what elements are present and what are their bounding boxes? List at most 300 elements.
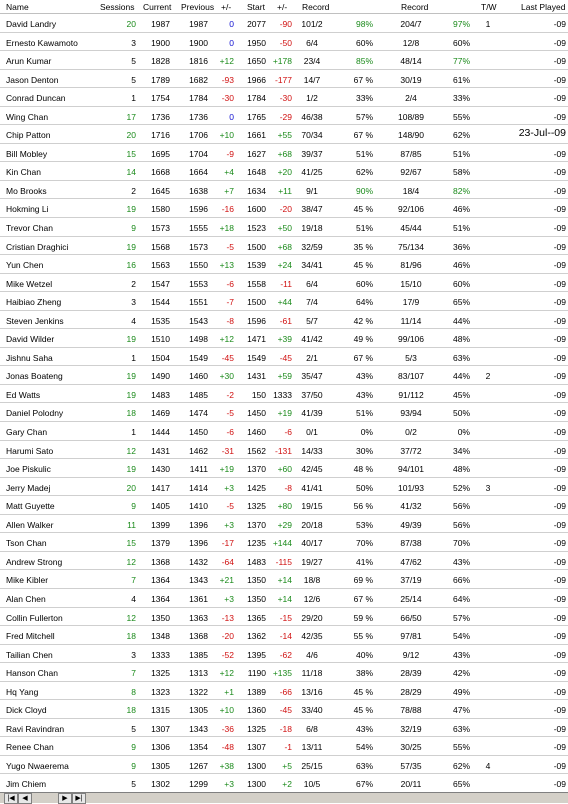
cell-sessions[interactable]: 7: [131, 668, 136, 679]
cell-pct2[interactable]: 46%: [452, 204, 470, 215]
cell-pct[interactable]: 45 %: [353, 260, 373, 271]
cell-change[interactable]: +3: [224, 482, 234, 493]
cell-name[interactable]: Tson Chan: [6, 538, 47, 549]
cell-sessions[interactable]: 4: [131, 593, 136, 604]
cell-change[interactable]: -45: [221, 352, 234, 363]
cell-change2[interactable]: +2: [282, 779, 292, 790]
cell-current[interactable]: 1789: [151, 74, 170, 85]
cell-last[interactable]: -09: [553, 519, 566, 530]
cell-pct2[interactable]: 42%: [452, 668, 470, 679]
table-row[interactable]: [0, 329, 568, 348]
cell-pct2[interactable]: 65%: [452, 297, 470, 308]
cell-pct2[interactable]: 66%: [452, 575, 470, 586]
cell-record[interactable]: 40/17: [301, 538, 323, 549]
cell-last[interactable]: -09: [553, 74, 566, 85]
cell-current[interactable]: 1405: [151, 501, 170, 512]
cell-last[interactable]: -09: [553, 297, 566, 308]
cell-sessions[interactable]: 9: [131, 501, 136, 512]
cell-previous[interactable]: 1682: [189, 74, 208, 85]
cell-pct[interactable]: 62%: [355, 167, 373, 178]
cell-pct2[interactable]: 70%: [452, 538, 470, 549]
cell-change[interactable]: -5: [226, 408, 234, 419]
cell-change2[interactable]: -62: [279, 649, 292, 660]
cell-sessions[interactable]: 1: [131, 352, 136, 363]
cell-pct[interactable]: 98%: [355, 19, 373, 29]
cell-pct2[interactable]: 57%: [452, 612, 470, 623]
cell-current[interactable]: 1668: [151, 167, 170, 178]
cell-change[interactable]: -6: [226, 427, 234, 438]
cell-last[interactable]: -09: [553, 260, 566, 271]
cell-change[interactable]: +3: [224, 519, 234, 530]
cell-last[interactable]: -09: [553, 612, 566, 623]
cell-last[interactable]: -09: [553, 204, 566, 215]
cell-previous[interactable]: 1460: [189, 371, 208, 382]
cell-record2[interactable]: 20/11: [400, 779, 422, 790]
cell-change2[interactable]: -115: [275, 556, 292, 567]
cell-previous[interactable]: 1553: [189, 278, 208, 289]
cell-last[interactable]: -09: [553, 686, 566, 697]
cell-start[interactable]: 1307: [247, 742, 266, 753]
cell-current[interactable]: 1695: [151, 148, 170, 159]
cell-current[interactable]: 1348: [151, 631, 170, 642]
cell-change[interactable]: +10: [219, 705, 234, 716]
cell-name[interactable]: Bill Mobley: [6, 148, 48, 159]
cell-change[interactable]: +19: [219, 464, 234, 475]
cell-change[interactable]: -7: [226, 297, 234, 308]
cell-sessions[interactable]: 19: [126, 389, 136, 400]
cell-previous[interactable]: 1664: [189, 167, 208, 178]
cell-record[interactable]: 29/20: [301, 612, 323, 623]
cell-name[interactable]: Harumi Sato: [6, 445, 54, 456]
cell-current[interactable]: 1333: [151, 649, 170, 660]
cell-pct[interactable]: 56 %: [353, 501, 373, 512]
cell-start[interactable]: 1300: [247, 779, 266, 790]
cell-pct[interactable]: 64%: [355, 297, 373, 308]
cell-record[interactable]: 41/42: [301, 334, 323, 345]
table-row[interactable]: [0, 33, 568, 52]
cell-current[interactable]: 1535: [151, 315, 170, 326]
cell-change[interactable]: -5: [226, 501, 234, 512]
cell-pct2[interactable]: 49%: [452, 686, 470, 697]
cell-pct[interactable]: 90%: [355, 185, 373, 196]
cell-name[interactable]: Jishnu Saha: [6, 352, 53, 363]
table-row[interactable]: [0, 682, 568, 701]
cell-record[interactable]: 12/6: [303, 593, 321, 604]
cell-change[interactable]: -17: [221, 538, 234, 549]
cell-current[interactable]: 1490: [151, 371, 170, 382]
cell-current[interactable]: 1325: [151, 668, 170, 679]
cell-pct[interactable]: 51%: [355, 148, 373, 159]
cell-pct2[interactable]: 55%: [452, 111, 470, 122]
cell-name[interactable]: Jason Denton: [6, 74, 59, 85]
cell-name[interactable]: Fred Mitchell: [6, 631, 55, 642]
table-row[interactable]: [0, 311, 568, 330]
cell-pct[interactable]: 0%: [360, 427, 373, 438]
cell-name[interactable]: David Landry: [6, 19, 57, 29]
cell-record2[interactable]: 5/3: [405, 352, 417, 363]
table-row[interactable]: [0, 589, 568, 608]
cell-record[interactable]: 41/25: [301, 167, 323, 178]
cell-sessions[interactable]: 5: [131, 779, 136, 790]
cell-sessions[interactable]: 19: [126, 464, 136, 475]
cell-pct[interactable]: 43%: [355, 723, 373, 734]
cell-change2[interactable]: -6: [284, 427, 292, 438]
cell-change[interactable]: +3: [224, 779, 234, 790]
cell-name[interactable]: Jonas Boateng: [6, 371, 63, 382]
cell-pct[interactable]: 42 %: [353, 315, 373, 326]
cell-pct[interactable]: 54%: [355, 742, 373, 753]
cell-change2[interactable]: +144: [272, 538, 292, 549]
cell-record2[interactable]: 99/106: [398, 334, 424, 345]
cell-sessions[interactable]: 2: [131, 278, 136, 289]
cell-current[interactable]: 1563: [151, 260, 170, 271]
cell-pct[interactable]: 51%: [355, 223, 373, 234]
cell-sessions[interactable]: 1: [131, 93, 136, 104]
cell-sessions[interactable]: 9: [131, 742, 136, 753]
cell-pct[interactable]: 49 %: [353, 334, 373, 345]
cell-previous[interactable]: 1706: [189, 130, 208, 141]
table-row[interactable]: [0, 255, 568, 274]
cell-start[interactable]: 1389: [247, 686, 266, 697]
cell-record2[interactable]: 32/19: [400, 723, 422, 734]
cell-sessions[interactable]: 1: [131, 427, 136, 438]
cell-record2[interactable]: 92/106: [398, 204, 424, 215]
cell-current[interactable]: 1399: [151, 519, 170, 530]
cell-sessions[interactable]: 12: [126, 612, 136, 623]
cell-change[interactable]: 0: [229, 19, 234, 29]
cell-last[interactable]: -09: [553, 427, 566, 438]
cell-start[interactable]: 1627: [247, 148, 266, 159]
cell-change[interactable]: -13: [221, 612, 234, 623]
cell-record[interactable]: 70/34: [301, 130, 323, 141]
cell-change[interactable]: -52: [221, 649, 234, 660]
cell-current[interactable]: 1307: [151, 723, 170, 734]
cell-sessions[interactable]: 16: [126, 260, 136, 271]
cell-start[interactable]: 1500: [247, 297, 266, 308]
cell-change2[interactable]: -14: [279, 631, 292, 642]
cell-start[interactable]: 1784: [247, 93, 266, 104]
cell-previous[interactable]: 1550: [189, 260, 208, 271]
cell-change[interactable]: -93: [221, 74, 234, 85]
cell-name[interactable]: Trevor Chan: [6, 223, 53, 234]
cell-record[interactable]: 101/2: [301, 19, 323, 29]
cell-name[interactable]: Wing Chan: [6, 111, 49, 122]
cell-change[interactable]: -16: [221, 204, 234, 215]
cell-change2[interactable]: +55: [277, 130, 292, 141]
cell-previous[interactable]: 1322: [189, 686, 208, 697]
cell-record[interactable]: 19/18: [301, 223, 323, 234]
cell-pct2[interactable]: 0%: [457, 427, 470, 438]
cell-tw[interactable]: 1: [485, 19, 491, 29]
cell-sessions[interactable]: 8: [131, 686, 136, 697]
cell-change2[interactable]: +178: [272, 56, 292, 67]
cell-pct[interactable]: 43%: [355, 371, 373, 382]
cell-change[interactable]: -48: [221, 742, 234, 753]
cell-change[interactable]: -6: [226, 278, 234, 289]
cell-name[interactable]: Tailian Chen: [6, 649, 53, 660]
cell-record[interactable]: 41/39: [301, 408, 323, 419]
header-record[interactable]: Record: [302, 2, 330, 12]
table-row[interactable]: [0, 441, 568, 460]
cell-last[interactable]: -09: [553, 556, 566, 567]
table-row[interactable]: [0, 199, 568, 218]
cell-record[interactable]: 25/15: [301, 760, 323, 771]
cell-previous[interactable]: 1410: [189, 501, 208, 512]
cell-record2[interactable]: 75/134: [398, 241, 424, 252]
cell-name[interactable]: Ed Watts: [6, 389, 41, 400]
cell-change2[interactable]: -29: [279, 111, 292, 122]
cell-current[interactable]: 1568: [151, 241, 170, 252]
table-row[interactable]: [0, 403, 568, 422]
table-row[interactable]: [0, 51, 568, 70]
cell-previous[interactable]: 1485: [189, 389, 208, 400]
cell-sessions[interactable]: 12: [126, 445, 136, 456]
cell-record[interactable]: 38/47: [301, 204, 323, 215]
cell-change2[interactable]: +135: [272, 668, 292, 679]
cell-sessions[interactable]: 20: [126, 19, 136, 29]
cell-name[interactable]: Alan Chen: [6, 593, 46, 604]
cell-pct[interactable]: 70%: [355, 538, 373, 549]
cell-pct2[interactable]: 77%: [452, 56, 470, 67]
cell-sessions[interactable]: 19: [126, 371, 136, 382]
cell-pct[interactable]: 41%: [355, 556, 373, 567]
table-row[interactable]: [0, 70, 568, 89]
cell-record[interactable]: 6/8: [306, 723, 318, 734]
cell-change[interactable]: +1: [224, 686, 234, 697]
cell-record2[interactable]: 45/44: [400, 223, 422, 234]
cell-name[interactable]: Mike Wetzel: [6, 278, 53, 289]
cell-sessions[interactable]: 7: [131, 575, 136, 586]
cell-pct2[interactable]: 58%: [452, 167, 470, 178]
cell-current[interactable]: 1364: [151, 575, 170, 586]
cell-start[interactable]: 150: [251, 389, 266, 400]
cell-name[interactable]: Jerry Madej: [6, 482, 51, 493]
cell-change[interactable]: +18: [219, 223, 234, 234]
table-row[interactable]: [0, 162, 568, 181]
cell-pct2[interactable]: 55%: [452, 742, 470, 753]
cell-change[interactable]: +10: [219, 130, 234, 141]
cell-start[interactable]: 1300: [247, 760, 266, 771]
cell-record[interactable]: 32/59: [301, 241, 323, 252]
cell-name[interactable]: Hokming Li: [6, 204, 49, 215]
cell-tw[interactable]: 3: [485, 482, 491, 493]
cell-record[interactable]: 14/7: [303, 74, 321, 85]
cell-pct[interactable]: 67 %: [353, 130, 373, 141]
table-row[interactable]: [0, 459, 568, 478]
first-sheet-button[interactable]: |◀: [4, 793, 18, 804]
cell-record[interactable]: 42/35: [301, 631, 323, 642]
cell-previous[interactable]: 1354: [189, 742, 208, 753]
cell-record2[interactable]: 12/8: [402, 37, 420, 48]
table-row[interactable]: [0, 608, 568, 627]
cell-sessions[interactable]: 18: [126, 705, 136, 716]
cell-last[interactable]: -09: [553, 464, 566, 475]
cell-sessions[interactable]: 15: [126, 148, 136, 159]
cell-record2[interactable]: 2/4: [405, 93, 417, 104]
header-name[interactable]: Name: [6, 2, 29, 12]
cell-current[interactable]: 1736: [151, 111, 170, 122]
cell-start[interactable]: 1539: [247, 260, 266, 271]
cell-change[interactable]: +12: [219, 56, 234, 67]
cell-pct2[interactable]: 54%: [452, 631, 470, 642]
cell-name[interactable]: Kin Chan: [6, 167, 41, 178]
cell-pct[interactable]: 69 %: [353, 575, 373, 586]
cell-last[interactable]: -09: [553, 668, 566, 679]
cell-pct2[interactable]: 47%: [452, 705, 470, 716]
cell-previous[interactable]: 1462: [189, 445, 208, 456]
cell-change2[interactable]: +50: [277, 223, 292, 234]
cell-last[interactable]: -09: [553, 575, 566, 586]
cell-start[interactable]: 1549: [247, 352, 266, 363]
cell-pct2[interactable]: 43%: [452, 649, 470, 660]
cell-change2[interactable]: +14: [277, 575, 292, 586]
cell-pct[interactable]: 45 %: [353, 705, 373, 716]
cell-pct2[interactable]: 60%: [452, 37, 470, 48]
cell-pct2[interactable]: 51%: [452, 223, 470, 234]
cell-sessions[interactable]: 12: [126, 556, 136, 567]
cell-record[interactable]: 10/5: [303, 779, 321, 790]
table-row[interactable]: [0, 700, 568, 719]
cell-pct[interactable]: 67 %: [353, 593, 373, 604]
cell-previous[interactable]: 1343: [189, 723, 208, 734]
cell-record[interactable]: 1/2: [306, 93, 318, 104]
cell-start[interactable]: 1431: [247, 371, 266, 382]
table-row[interactable]: [0, 719, 568, 738]
cell-pct2[interactable]: 50%: [452, 408, 470, 419]
cell-change[interactable]: -31: [221, 445, 234, 456]
cell-name[interactable]: Ravi Ravindran: [6, 723, 65, 734]
cell-previous[interactable]: 1596: [189, 204, 208, 215]
table-row[interactable]: [0, 626, 568, 645]
cell-previous[interactable]: 1305: [189, 705, 208, 716]
cell-start[interactable]: 1661: [247, 130, 266, 141]
cell-previous[interactable]: 1638: [189, 185, 208, 196]
cell-pct2[interactable]: 63%: [452, 723, 470, 734]
cell-current[interactable]: 1580: [151, 204, 170, 215]
table-row[interactable]: [0, 385, 568, 404]
cell-record[interactable]: 7/4: [306, 297, 318, 308]
cell-record[interactable]: 18/8: [303, 575, 321, 586]
cell-last[interactable]: -09: [553, 334, 566, 345]
cell-start[interactable]: 1483: [247, 556, 266, 567]
cell-pct2[interactable]: 43%: [452, 556, 470, 567]
header-start[interactable]: Start: [247, 2, 265, 12]
table-row[interactable]: [0, 348, 568, 367]
cell-change2[interactable]: +29: [277, 519, 292, 530]
cell-change2[interactable]: +80: [277, 501, 292, 512]
cell-record2[interactable]: 30/19: [400, 74, 422, 85]
cell-sessions[interactable]: 3: [131, 649, 136, 660]
table-row[interactable]: [0, 774, 568, 793]
cell-record2[interactable]: 148/90: [398, 130, 424, 141]
cell-previous[interactable]: 1343: [189, 575, 208, 586]
table-row[interactable]: [0, 496, 568, 515]
cell-current[interactable]: 1430: [151, 464, 170, 475]
table-row[interactable]: [0, 663, 568, 682]
table-row[interactable]: [0, 274, 568, 293]
cell-name[interactable]: Daniel Polodny: [6, 408, 64, 419]
cell-pct2[interactable]: 45%: [452, 389, 470, 400]
last-sheet-button[interactable]: ▶|: [72, 793, 86, 804]
cell-start[interactable]: 1966: [247, 74, 266, 85]
cell-sessions[interactable]: 3: [131, 37, 136, 48]
cell-current[interactable]: 1828: [151, 56, 170, 67]
cell-last[interactable]: -09: [553, 408, 566, 419]
table-row[interactable]: [0, 181, 568, 200]
table-row[interactable]: [0, 237, 568, 256]
cell-record2[interactable]: 48/14: [400, 56, 422, 67]
cell-start[interactable]: 1395: [247, 649, 266, 660]
cell-start[interactable]: 1325: [247, 501, 266, 512]
cell-start[interactable]: 1600: [247, 204, 266, 215]
cell-start[interactable]: 1765: [247, 111, 266, 122]
cell-start[interactable]: 1365: [247, 612, 266, 623]
cell-name[interactable]: Matt Guyette: [6, 501, 55, 512]
cell-sessions[interactable]: 5: [131, 74, 136, 85]
cell-record2[interactable]: 204/7: [400, 19, 422, 29]
table-row[interactable]: [0, 737, 568, 756]
cell-record[interactable]: 33/40: [301, 705, 323, 716]
cell-current[interactable]: 1510: [151, 334, 170, 345]
cell-last[interactable]: -09: [553, 779, 566, 790]
cell-start[interactable]: 1500: [247, 241, 266, 252]
cell-previous[interactable]: 1363: [189, 612, 208, 623]
cell-pct[interactable]: 59 %: [353, 612, 373, 623]
cell-record[interactable]: 19/27: [301, 556, 323, 567]
cell-change2[interactable]: -66: [279, 686, 292, 697]
cell-last[interactable]: -09: [553, 148, 566, 159]
cell-previous[interactable]: 1704: [189, 148, 208, 159]
cell-start[interactable]: 1360: [247, 705, 266, 716]
cell-record2[interactable]: 28/29: [400, 686, 422, 697]
cell-name[interactable]: Allen Walker: [6, 519, 54, 530]
cell-change2[interactable]: +19: [277, 408, 292, 419]
cell-change[interactable]: -20: [221, 631, 234, 642]
cell-sessions[interactable]: 15: [126, 538, 136, 549]
cell-start[interactable]: 1450: [247, 408, 266, 419]
cell-record[interactable]: 37/50: [301, 389, 323, 400]
cell-start[interactable]: 1650: [247, 56, 266, 67]
cell-previous[interactable]: 1361: [189, 593, 208, 604]
cell-name[interactable]: Collin Fullerton: [6, 612, 63, 623]
header-last-played[interactable]: Last Played: [521, 2, 566, 12]
cell-last[interactable]: -09: [553, 501, 566, 512]
cell-previous[interactable]: 1368: [189, 631, 208, 642]
cell-pct2[interactable]: 52%: [452, 482, 470, 493]
cell-name[interactable]: Joe Piskulic: [6, 464, 51, 475]
cell-previous[interactable]: 1543: [189, 315, 208, 326]
cell-previous[interactable]: 1498: [189, 334, 208, 345]
cell-change2[interactable]: +60: [277, 464, 292, 475]
cell-name[interactable]: Jim Chiem: [6, 779, 47, 790]
cell-last[interactable]: -09: [553, 111, 566, 122]
table-row[interactable]: [0, 515, 568, 534]
table-row[interactable]: [0, 756, 568, 775]
cell-change[interactable]: 0: [229, 37, 234, 48]
cell-record2[interactable]: 28/39: [400, 668, 422, 679]
cell-current[interactable]: 1987: [151, 19, 170, 29]
table-row[interactable]: [0, 125, 568, 144]
cell-pct2[interactable]: 64%: [452, 593, 470, 604]
cell-current[interactable]: 1302: [151, 779, 170, 790]
cell-start[interactable]: 1596: [247, 315, 266, 326]
cell-pct2[interactable]: 56%: [452, 501, 470, 512]
cell-sessions[interactable]: 9: [131, 223, 136, 234]
cell-previous[interactable]: 1987: [189, 19, 208, 29]
cell-name[interactable]: Hanson Chan: [6, 668, 58, 679]
cell-record2[interactable]: 18/4: [402, 185, 420, 196]
cell-name[interactable]: Ernesto Kawamoto: [6, 37, 78, 48]
